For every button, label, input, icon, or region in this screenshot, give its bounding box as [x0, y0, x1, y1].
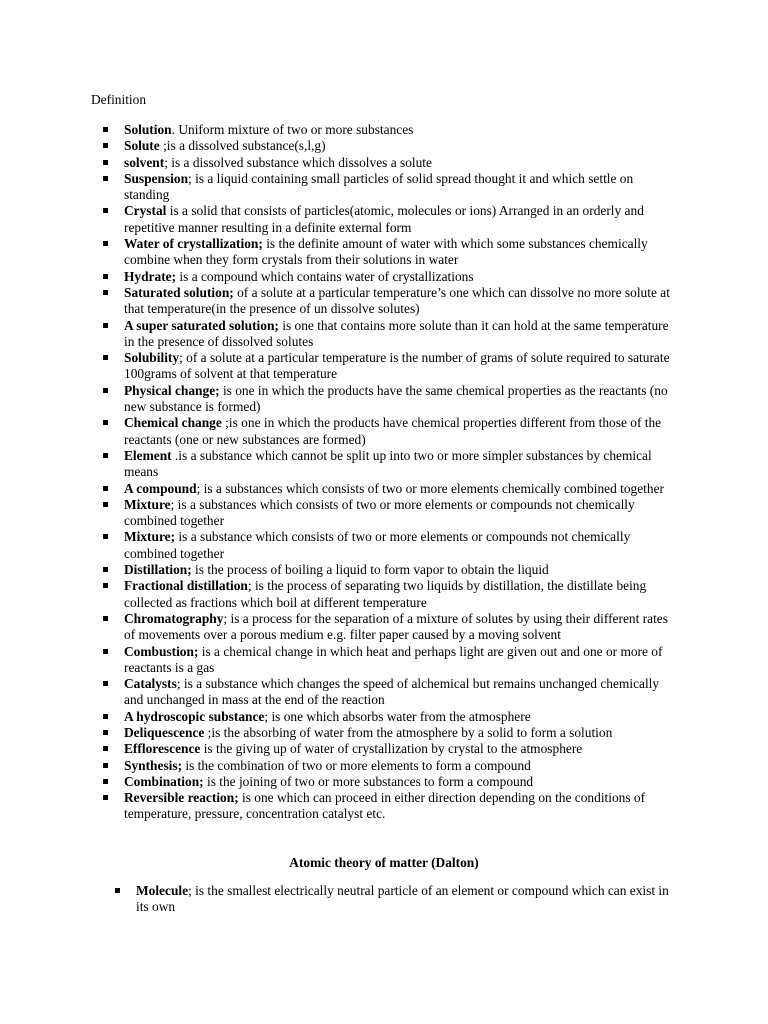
- list-item: [0, 562, 676, 578]
- term: Suspension: [124, 170, 189, 186]
- term: Reversible reaction;: [124, 790, 239, 806]
- list-item: [0, 318, 676, 351]
- square-bullet-icon: [115, 888, 120, 893]
- square-bullet-icon: [103, 795, 108, 800]
- term: A hydroscopic substance: [124, 708, 265, 724]
- definition-text: ; is the process of separating two liquids by distillation, the distillate being collected as fractions which boil at different temperature: [124, 578, 647, 610]
- list-item: [0, 415, 676, 448]
- square-bullet-icon: [103, 730, 108, 735]
- list-item: [0, 676, 676, 709]
- definition-text: is the combination of two or more elements to form a compound: [182, 757, 531, 773]
- list-item: [0, 774, 676, 790]
- square-bullet-icon: [103, 681, 108, 686]
- square-bullet-icon: [103, 763, 108, 768]
- term: Solubility: [124, 350, 180, 366]
- list-item: [0, 578, 676, 611]
- term: Solution: [124, 122, 172, 137]
- definition-text: . Uniform mixture of two or more substances: [171, 122, 414, 137]
- list-item: [0, 529, 676, 562]
- list-item: [0, 122, 676, 138]
- list-item: [0, 790, 676, 823]
- list-item: [0, 709, 676, 725]
- square-bullet-icon: [103, 502, 108, 507]
- definition-text: ; is a process for the separation of a mixture of solutes by using their different rates of movements over a porous medium e.g. filter paper caused by a moving solvent: [124, 610, 668, 643]
- square-bullet-icon: [103, 241, 108, 246]
- definition-text: ; is a substances which consists of two or more elements chemically combined together: [196, 480, 664, 496]
- square-bullet-icon: [103, 176, 108, 181]
- square-bullet-icon: [103, 486, 108, 491]
- term: Distillation;: [124, 562, 192, 578]
- list-item: [0, 758, 676, 774]
- definition-text: is the joining of two or more substances to form a compound: [203, 773, 534, 789]
- definition-text: is one which can proceed in either direction depending on the conditions of temperature, pressure, concentration catalyst etc.: [124, 790, 646, 822]
- square-bullet-icon: [103, 290, 108, 295]
- square-bullet-icon: [103, 323, 108, 328]
- list-item: [0, 644, 676, 677]
- term: Efflorescence: [124, 741, 201, 757]
- definition-text: ; is a liquid containing small particles of solid spread thought it and which settle on standing: [124, 170, 634, 203]
- term: Hydrate;: [124, 268, 177, 284]
- square-bullet-icon: [103, 567, 108, 572]
- square-bullet-icon: [103, 208, 108, 213]
- term: Catalysts: [124, 676, 177, 692]
- list-item: [0, 171, 676, 204]
- square-bullet-icon: [103, 420, 108, 425]
- list-item: [0, 350, 676, 383]
- square-bullet-icon: [103, 453, 108, 458]
- list-item: [0, 138, 676, 154]
- definition-text: .is a substance which cannot be split up into two or more simpler substances by chemical means: [124, 447, 652, 480]
- square-bullet-icon: [103, 746, 108, 751]
- square-bullet-icon: [103, 160, 108, 165]
- definition-text: is a substance which consists of two or more elements or compounds not chemically combined together: [124, 529, 631, 561]
- term: Physical change;: [124, 382, 220, 398]
- definition-text: is a chemical change in which heat and perhaps light are given out and one or more of reactants is a gas: [124, 643, 663, 675]
- square-bullet-icon: [103, 143, 108, 148]
- square-bullet-icon: [103, 127, 108, 132]
- square-bullet-icon: [103, 779, 108, 784]
- definition-text: is one in which the products have the same chemical properties as the reactants (no new substance is formed): [124, 382, 668, 415]
- definition-text: is the giving up of water of crystallization by crystal to the atmosphere: [200, 741, 583, 757]
- definition-text: ;is one in which the products have chemical properties different from those of the reactants (one or new substances are formed): [124, 415, 662, 447]
- square-bullet-icon: [103, 388, 108, 393]
- term: Crystal: [124, 203, 167, 219]
- definition-text: ; is one which absorbs water from the atmosphere: [264, 708, 531, 724]
- square-bullet-icon: [103, 649, 108, 654]
- section-title: Atomic theory of matter (Dalton): [289, 855, 479, 870]
- definition-text: ;is the absorbing of water from the atmosphere by a solid to form a solution: [204, 724, 613, 740]
- definition-text: ; is a dissolved substance which dissolves a solute: [164, 154, 432, 170]
- term: Solute: [124, 138, 160, 154]
- term: Combustion;: [124, 643, 199, 659]
- definition-text: ; is a substances which consists of two or more elements or compounds not chemically combined together: [124, 496, 635, 529]
- list-item: [0, 269, 676, 285]
- term: A super saturated solution;: [124, 317, 279, 333]
- list-item: [0, 883, 676, 916]
- term: solvent: [124, 154, 165, 170]
- term: Deliquescence: [124, 724, 205, 740]
- list-item: [0, 611, 676, 644]
- definition-text: ; is a substance which changes the speed of alchemical but remains unchanged chemically and unchanged in mass at the end of the reaction: [124, 676, 660, 708]
- definition-text: ;is a dissolved substance(s,l,g): [159, 138, 326, 154]
- list-item: [0, 155, 676, 171]
- definition-text: is the process of boiling a liquid to form vapor to obtain the liquid: [191, 562, 549, 578]
- square-bullet-icon: [103, 534, 108, 539]
- square-bullet-icon: [103, 583, 108, 588]
- list-item: [0, 285, 676, 318]
- list-item: [0, 741, 676, 757]
- term: Chromatography: [124, 610, 224, 626]
- definition-text: is a compound which contains water of crystallizations: [176, 268, 474, 284]
- list-item: [0, 725, 676, 741]
- list-item: [0, 481, 676, 497]
- square-bullet-icon: [103, 355, 108, 360]
- definition-text: is a solid that consists of particles(atomic, molecules or ions) Arranged in an orderly and repetitive manner resulting in a definite external form: [124, 203, 644, 235]
- theory-list: [0, 883, 768, 916]
- term: Saturated solution;: [124, 284, 234, 300]
- definition-text: ; of a solute at a particular temperature is the number of grams of solute required to saturate 100grams of solvent at that temperature: [124, 350, 670, 382]
- term: Chemical change: [124, 415, 222, 431]
- term: Molecule: [136, 883, 189, 898]
- list-item: [0, 203, 676, 236]
- definition-text: is one that contains more solute than it can hold at the same temperature in the presence of dissolved solutes: [124, 317, 669, 349]
- term: Synthesis;: [124, 757, 183, 773]
- square-bullet-icon: [103, 274, 108, 279]
- heading-definition: Definition: [91, 92, 147, 107]
- list-item: [0, 497, 676, 530]
- term: Element: [124, 447, 172, 463]
- square-bullet-icon: [103, 714, 108, 719]
- definitions-list: [0, 122, 768, 823]
- square-bullet-icon: [103, 616, 108, 621]
- term: Fractional distillation: [124, 578, 248, 594]
- term: Water of crystallization;: [124, 236, 263, 252]
- list-item: [0, 383, 676, 416]
- term: Combination;: [124, 773, 204, 789]
- list-item: [0, 448, 676, 481]
- term: A compound: [124, 480, 197, 496]
- definition-text: ; is the smallest electrically neutral particle of an element or compound which can exist in its own: [136, 883, 669, 915]
- term: Mixture: [124, 496, 171, 512]
- definition-text: is the definite amount of water with which some substances chemically combine when they form crystals from their solutions in water: [124, 236, 648, 268]
- list-item: [0, 236, 676, 269]
- term: Mixture;: [124, 529, 176, 545]
- definition-text: of a solute at a particular temperature’s one which can dissolve no more solute at that temperature(in the presence of un dissolve solutes): [124, 284, 670, 317]
